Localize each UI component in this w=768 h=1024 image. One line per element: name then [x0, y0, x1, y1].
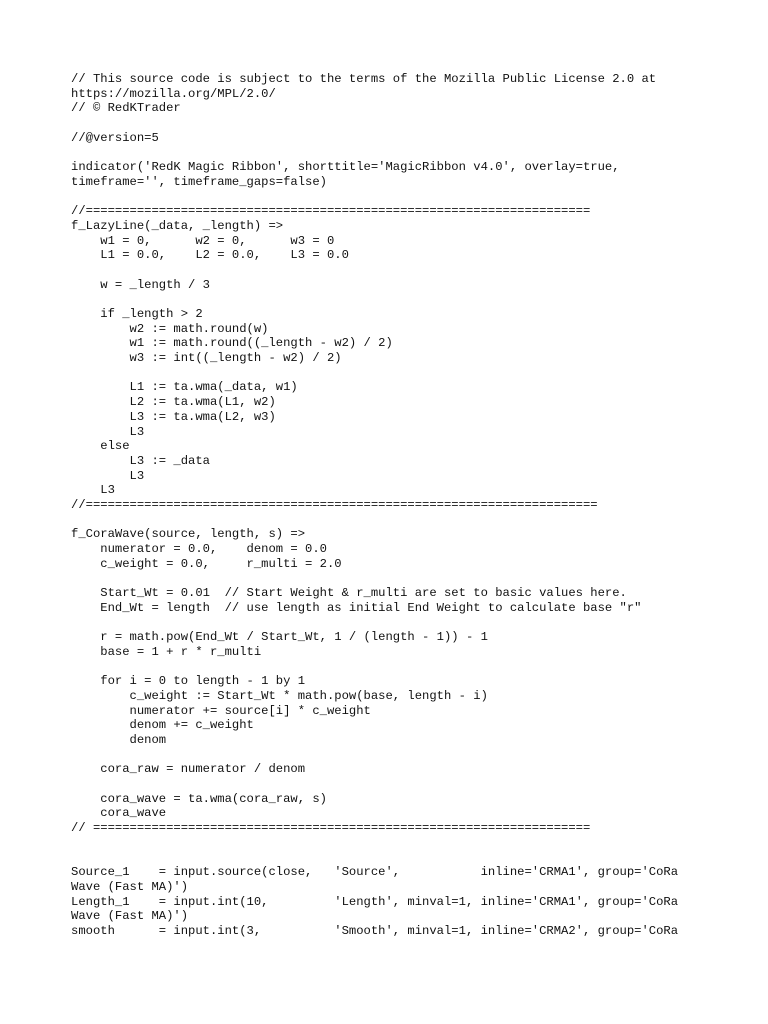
- code-line: [71, 190, 711, 205]
- code-line: f_LazyLine(_data, _length) =>: [71, 218, 284, 233]
- code-line: Source_1 = input.source(close, 'Source', inline='CRMA1', group='CoRa: [71, 865, 679, 880]
- code-line: [71, 292, 711, 307]
- source-code-block: [71, 72, 711, 939]
- code-line: w1 = 0, w2 = 0, w3 = 0: [71, 233, 335, 248]
- code-line: [71, 777, 711, 792]
- code-line: // ====================================================================: [71, 821, 591, 836]
- code-line: numerator = 0.0, denom = 0.0: [71, 542, 327, 556]
- code-line: cora_wave = ta.wma(cora_raw, s): [71, 791, 327, 806]
- code-line: w1 := math.round((_length - w2) / 2): [71, 336, 393, 351]
- code-line: cora_wave: [71, 806, 167, 821]
- code-line: [71, 513, 711, 528]
- code-line: L3: [71, 424, 145, 439]
- code-line: r = math.pow(End_Wt / Start_Wt, 1 / (length - 1)) - 1: [71, 630, 488, 645]
- code-line: L3 := ta.wma(L2, w3): [71, 409, 276, 424]
- code-line: c_weight = 0.0, r_multi = 2.0: [71, 556, 342, 571]
- code-line: End_Wt = length // use length as initial End Weight to calculate base "r": [71, 600, 642, 615]
- code-line: w2 := math.round(w): [71, 321, 269, 336]
- code-line: [71, 116, 711, 131]
- code-line: //=====================================================================: [71, 204, 591, 219]
- code-line: [71, 263, 711, 278]
- code-line: [71, 748, 711, 763]
- code-line: L3: [71, 468, 145, 483]
- code-line: [71, 660, 711, 675]
- code-line: timeframe='', timeframe_gaps=false): [71, 174, 327, 189]
- code-line: else: [71, 439, 130, 454]
- code-line: L1 := ta.wma(_data, w1): [71, 380, 298, 395]
- code-line: denom += c_weight: [71, 718, 254, 733]
- code-line: smooth = input.int(3, 'Smooth', minval=1, inline='CRMA2', group='CoRa: [71, 923, 679, 938]
- code-line: https://mozilla.org/MPL/2.0/: [71, 86, 276, 101]
- code-line: //@version=5: [71, 130, 159, 145]
- code-line: Start_Wt = 0.01 // Start Weight & r_multi are set to basic values here.: [71, 586, 627, 601]
- code-line: base = 1 + r * r_multi: [71, 644, 262, 659]
- code-line: [71, 145, 711, 160]
- code-line: Wave (Fast MA)'): [71, 909, 189, 924]
- code-line: //======================================================================: [71, 497, 598, 512]
- code-line: w3 := int((_length - w2) / 2): [71, 351, 342, 366]
- code-line: for i = 0 to length - 1 by 1: [71, 674, 306, 689]
- code-line: [71, 366, 711, 381]
- code-line: [71, 615, 711, 630]
- code-line: w = _length / 3: [71, 277, 210, 292]
- code-line: L3: [71, 483, 115, 498]
- code-line: Length_1 = input.int(10, 'Length', minval=1, inline='CRMA1', group='CoRa: [71, 894, 679, 909]
- code-line: c_weight := Start_Wt * math.pow(base, length - i): [71, 688, 488, 703]
- code-line: Wave (Fast MA)'): [71, 879, 189, 894]
- code-line: indicator('RedK Magic Ribbon', shorttitle='MagicRibbon v4.0', overlay=true,: [71, 160, 620, 175]
- code-line: [71, 836, 711, 851]
- code-line: L2 := ta.wma(L1, w2): [71, 395, 276, 410]
- code-line: [71, 571, 711, 586]
- code-line: f_CoraWave(source, length, s) =>: [71, 527, 306, 542]
- code-line: cora_raw = numerator / denom: [71, 762, 306, 777]
- code-line: L3 := _data: [71, 453, 210, 468]
- code-line: [71, 850, 711, 865]
- code-line: if _length > 2: [71, 307, 203, 321]
- code-line: denom: [71, 732, 167, 747]
- code-line: // This source code is subject to the terms of the Mozilla Public License 2.0 at: [71, 72, 657, 86]
- code-line: // © RedKTrader: [71, 101, 181, 116]
- code-line: numerator += source[i] * c_weight: [71, 703, 371, 718]
- code-line: L1 = 0.0, L2 = 0.0, L3 = 0.0: [71, 248, 349, 263]
